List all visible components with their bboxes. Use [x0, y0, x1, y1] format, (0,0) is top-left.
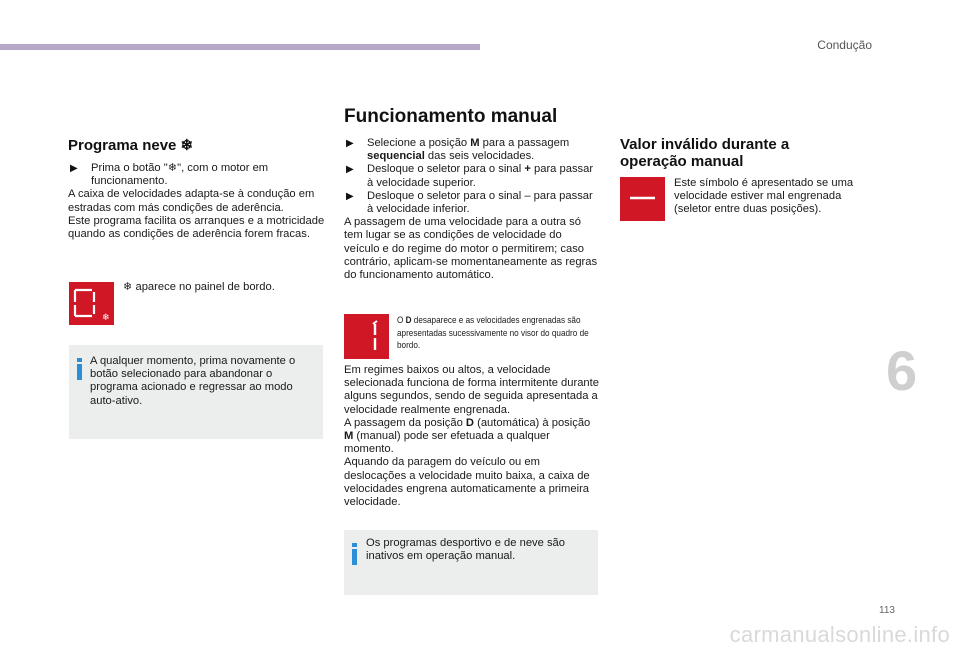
icon-caption: ❄ aparece no painel de bordo. — [123, 281, 275, 293]
info-note — [344, 530, 598, 595]
snow-mode-indicator-icon — [69, 282, 114, 325]
arrow-icon: ▶ — [346, 190, 354, 202]
invalid-value-title: Valor inválido durante a operação manual — [620, 136, 790, 170]
section-title: Condução — [817, 38, 872, 52]
chapter-number: 6 — [886, 339, 918, 402]
paragraph: Em regimes baixos ou altos, a velocidade selecionada funciona de forma intermitente durante alguns segundos, sendo de seguida apresentada a velocidade realmente engrenada. — [344, 364, 599, 416]
middle-column — [344, 137, 600, 282]
arrow-icon: ▶ — [70, 163, 78, 174]
paragraph: A caixa de velocidades adapta-se à condução em estradas com más condições de aderência. — [68, 188, 315, 214]
invalid-gear-icon — [620, 177, 665, 221]
bullet-item — [68, 162, 330, 188]
page-number: 113 — [879, 605, 895, 616]
info-icon — [351, 543, 357, 565]
info-note — [69, 345, 323, 439]
paragraph: Aquando da paragem do veículo ou em deslocações a velocidade muito baixa, a caixa de velocidades engrena automaticamente a primeira velocidade. — [344, 456, 590, 509]
invalid-caption: Este símbolo é apresentado se uma velocidade estiver mal engrenada (seletor entre duas posições). — [674, 177, 854, 216]
note-text: Os programas desportivo e de neve são inativos em operação manual. — [366, 537, 565, 563]
bullet-item — [344, 190, 600, 216]
gear-caption: O D desaparece e as velocidades engrenadas são apresentadas sucessivamente no visor do quadro de bordo. — [397, 315, 589, 351]
right-column — [620, 136, 850, 170]
paragraph: Este programa facilita os arranques e a motricidade quando as condições de aderência forem fracas. — [68, 214, 325, 241]
svg-text:❄: ❄ — [102, 313, 110, 323]
info-icon — [76, 358, 82, 380]
note-text: A qualquer momento, prima novamente o botão selecionado para abandonar o programa acionado e regressar ao modo auto-ativo. — [90, 355, 296, 407]
arrow-icon: ▶ — [346, 138, 354, 149]
manual-operation-title: Funcionamento manual — [344, 106, 558, 127]
paragraph: A passagem da posição D (automática) à posição M (manual) pode ser efetuada a qualquer momento. — [344, 416, 591, 456]
arrow-icon: ▶ — [346, 164, 354, 176]
header-bar — [0, 44, 480, 50]
bullet-item: ▶ Desloque o seletor para o sinal + para passar à velocidade superior. — [346, 163, 594, 189]
gear-indicator-icon — [344, 314, 389, 359]
bullet-text: Desloque o seletor para o sinal – para passar à velocidade inferior. — [367, 189, 593, 216]
bullet-text: Prima o botão "❄", com o motor em funcionamento. — [91, 162, 269, 188]
watermark: carmanualsonline.info — [729, 622, 950, 647]
middle-column-lower — [344, 364, 602, 509]
bullet-item: ▶ Selecione a posição M para a passagem sequencial das seis velocidades. — [346, 137, 570, 163]
paragraph: A passagem de uma velocidade para a outra só tem lugar se as condições de velocidade do veículo e do regime do motor o permitirem; caso contrário, aplicam-se momentaneamente as regras do funcionamento automático. — [344, 216, 598, 282]
left-column — [68, 137, 330, 241]
snow-program-title: Programa neve ❄ — [68, 137, 194, 154]
